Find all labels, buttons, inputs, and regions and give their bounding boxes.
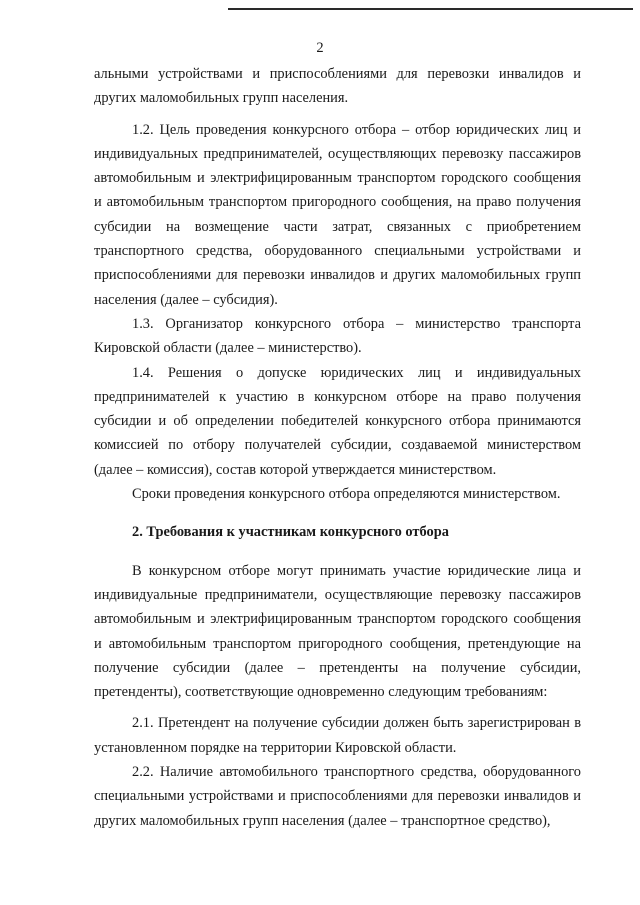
paragraph-continuation: альными устройствами и приспособлениями для перевозки инвалидов и других маломобильных групп населения.	[94, 66, 581, 107]
paragraph-deadlines: Сроки проведения конкурсного отбора определяются министерством.	[132, 486, 561, 503]
paragraph-1-3: 1.3. Организатор конкурсного отбора – министерство транспорта Кировской области (далее – министерство).	[94, 315, 581, 357]
paragraph-2-1: 2.1. Претендент на получение субсидии должен быть зарегистрирован в установленном порядке на территории Кировской области.	[94, 715, 581, 756]
section-heading: 2. Требования к участникам конкурсного отбора	[132, 524, 449, 541]
document-body	[94, 62, 581, 833]
paragraph-participants: В конкурсном отборе могут принимать участие юридические лица и индивидуальные предприниматели, осуществляющие перевозку пассажиров автомобильным и электрифицированным транспортом городского сообщения и автомобильным транспортом пригородного сообщения, претендующие на получение субсидии (далее – претенденты на получение субсидии, претенденты), соответствующие одновременно следующим требованиям:	[94, 562, 581, 701]
paragraph-1-4: 1.4. Решения о допуске юридических лиц и индивидуальных предпринимателей к участию в конкурсном отборе на право получения субсидии и об определении победителей конкурсного отбора принимаются комиссией по отбору получателей субсидии, создаваемой министерством (далее – комиссия), состав которой утверждается министерством.	[94, 364, 581, 478]
paragraph-1-2: 1.2. Цель проведения конкурсного отбора – отбор юридических лиц и индивидуальных предпринимателей, осуществляющих перевозку пассажиров автомобильным и электрифицированным транспортом городского сообщения и автомобильным транспортом пригородного сообщения, на право получения субсидии на возмещение части затрат, связанных с приобретением транспортного средства, оборудованного специальными устройствами и приспособлениями для перевозки инвалидов и других маломобильных групп населения (далее – субсидия).	[94, 121, 581, 308]
page-number: 2	[316, 40, 324, 56]
paragraph-2-2: 2.2. Наличие автомобильного транспортного средства, оборудованного специальными устройствами и приспособлениями для перевозки инвалидов и других маломобильных групп населения (далее – транспортное средство),	[94, 764, 581, 829]
scan-top-rule	[228, 8, 633, 10]
